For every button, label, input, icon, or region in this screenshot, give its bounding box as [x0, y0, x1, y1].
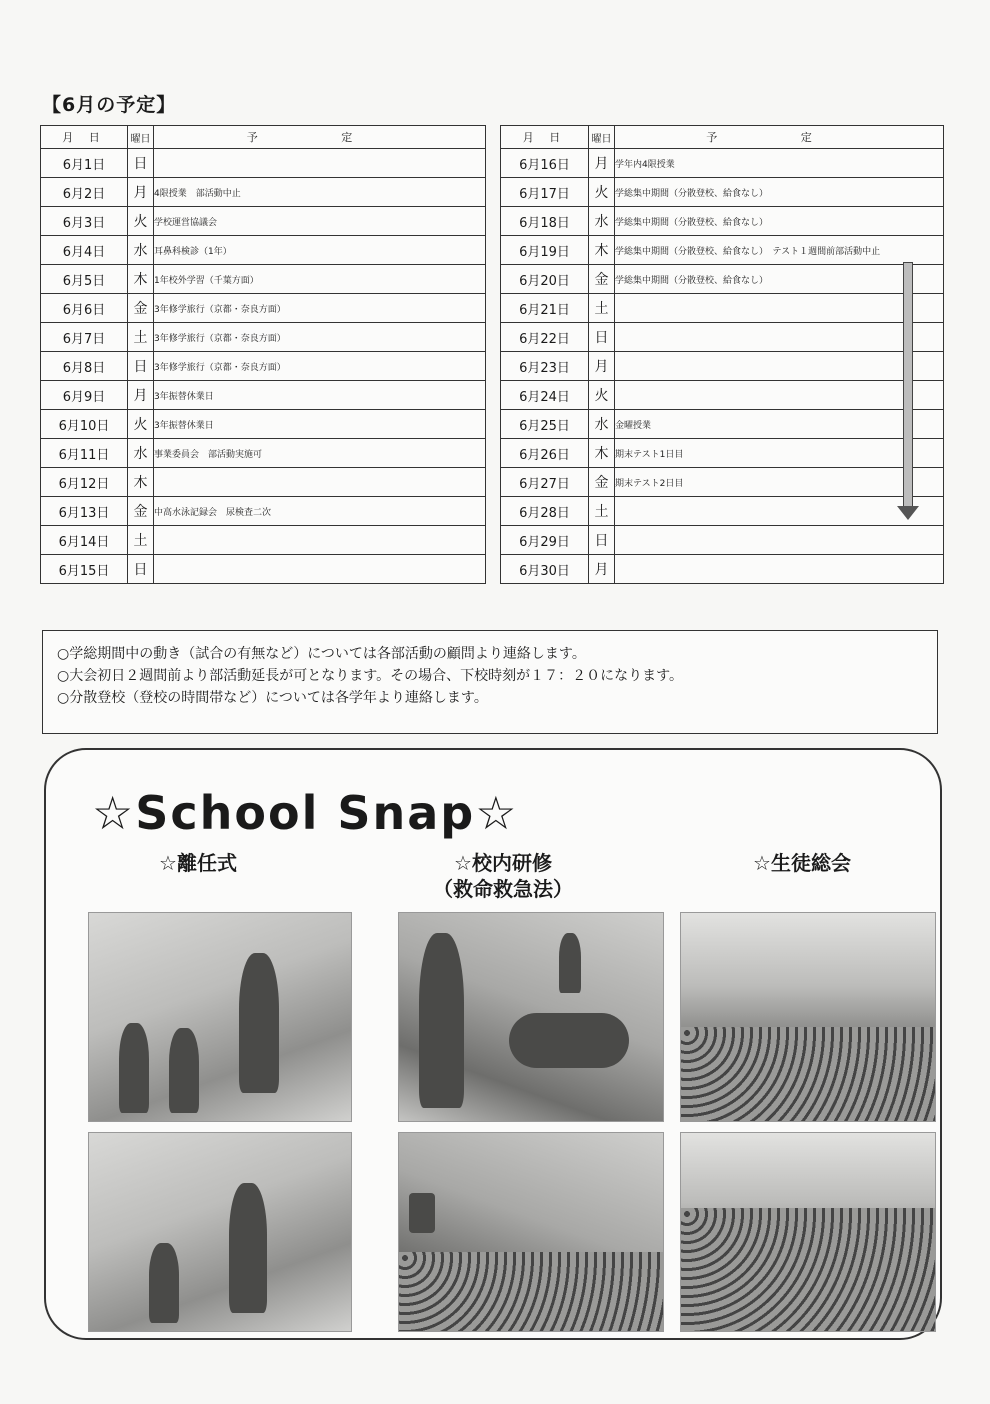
schedule-row	[501, 323, 944, 352]
schedule-row	[41, 323, 486, 352]
row-event: 学校運営協議会	[154, 207, 486, 236]
row-date: 6月16日	[501, 149, 589, 178]
schedule-row	[501, 207, 944, 236]
header-event: 予 定	[154, 126, 486, 149]
row-dow: 日	[128, 352, 154, 381]
row-event	[615, 294, 944, 323]
schedule-row	[41, 555, 486, 584]
row-dow: 金	[589, 265, 615, 294]
schedule-row	[41, 265, 486, 294]
row-event: 中高水泳記録会 尿検査二次	[154, 497, 486, 526]
row-dow: 火	[589, 381, 615, 410]
schedule-row	[41, 497, 486, 526]
row-dow: 土	[128, 323, 154, 352]
note-item: ○大会初日２週間前より部活動延長が可となります。その場合、下校時刻が１７：２０になります。	[57, 668, 683, 684]
caption-training-2: （救命救急法）	[433, 877, 573, 901]
row-dow: 日	[128, 555, 154, 584]
row-dow: 日	[589, 526, 615, 555]
row-dow: 水	[589, 410, 615, 439]
header-dow: 曜日	[589, 126, 615, 149]
header-event: 予 定	[615, 126, 944, 149]
row-event: 3年振替休業日	[154, 381, 486, 410]
school-snap-title: ☆School Snap☆	[92, 786, 519, 840]
row-date: 6月8日	[41, 352, 128, 381]
row-date: 6月27日	[501, 468, 589, 497]
schedule-row	[501, 439, 944, 468]
row-dow: 土	[128, 526, 154, 555]
schedule-table-right	[500, 125, 944, 584]
row-date: 6月6日	[41, 294, 128, 323]
schedule-row	[501, 265, 944, 294]
row-event: 4限授業 部活動中止	[154, 178, 486, 207]
schedule-row	[501, 497, 944, 526]
row-dow: 金	[128, 497, 154, 526]
schedule-row	[41, 439, 486, 468]
row-date: 6月18日	[501, 207, 589, 236]
row-event	[615, 497, 944, 526]
row-event: 学年内4限授業	[615, 149, 944, 178]
row-date: 6月10日	[41, 410, 128, 439]
schedule-row	[501, 526, 944, 555]
row-event	[615, 526, 944, 555]
row-event	[154, 555, 486, 584]
photo-farewell-ceremony-2	[88, 1132, 352, 1332]
photo-staff-training-1	[398, 912, 664, 1122]
row-event	[154, 468, 486, 497]
row-date: 6月14日	[41, 526, 128, 555]
schedule-row	[41, 352, 486, 381]
row-dow: 木	[589, 439, 615, 468]
row-event: 学総集中期間（分散登校、給食なし） テスト１週間前部活動中止	[615, 236, 944, 265]
row-date: 6月23日	[501, 352, 589, 381]
row-event: 金曜授業	[615, 410, 944, 439]
photo-staff-training-2	[398, 1132, 664, 1332]
row-date: 6月1日	[41, 149, 128, 178]
row-event	[615, 352, 944, 381]
row-date: 6月20日	[501, 265, 589, 294]
row-date: 6月24日	[501, 381, 589, 410]
row-dow: 土	[589, 497, 615, 526]
row-date: 6月30日	[501, 555, 589, 584]
row-date: 6月19日	[501, 236, 589, 265]
schedule-row	[501, 236, 944, 265]
row-date: 6月13日	[41, 497, 128, 526]
row-event: 3年修学旅行（京都・奈良方面）	[154, 294, 486, 323]
period-arrow-shaft	[903, 262, 913, 508]
row-event: 耳鼻科検診（1年）	[154, 236, 486, 265]
row-date: 6月2日	[41, 178, 128, 207]
row-date: 6月12日	[41, 468, 128, 497]
schedule-row	[41, 468, 486, 497]
row-date: 6月25日	[501, 410, 589, 439]
notes-box	[42, 630, 938, 734]
row-dow: 日	[589, 323, 615, 352]
schedule-row	[501, 381, 944, 410]
header-date: 月 日	[501, 126, 589, 149]
row-dow: 水	[128, 236, 154, 265]
row-event: 事業委員会 部活動実施可	[154, 439, 486, 468]
schedule-row	[41, 294, 486, 323]
row-dow: 火	[589, 178, 615, 207]
schedule-row	[501, 352, 944, 381]
row-event: 期末テスト1日目	[615, 439, 944, 468]
row-dow: 木	[589, 236, 615, 265]
row-dow: 火	[128, 410, 154, 439]
row-event	[615, 381, 944, 410]
schedule-row	[501, 178, 944, 207]
caption-assembly: ☆生徒総会	[753, 851, 851, 875]
row-dow: 金	[589, 468, 615, 497]
schedule-row	[41, 207, 486, 236]
row-event: 3年修学旅行（京都・奈良方面）	[154, 352, 486, 381]
row-date: 6月4日	[41, 236, 128, 265]
schedule-row	[501, 149, 944, 178]
row-event: 学総集中期間（分散登校、給食なし）	[615, 265, 944, 294]
row-date: 6月21日	[501, 294, 589, 323]
schedule-row	[41, 381, 486, 410]
schedule-heading: 【6月の予定】	[42, 94, 177, 116]
row-event	[154, 526, 486, 555]
note-item: ○分散登校（登校の時間帯など）については各学年より連絡します。	[57, 690, 488, 706]
photo-farewell-ceremony-1	[88, 912, 352, 1122]
schedule-table-left	[40, 125, 486, 584]
schedule-row	[41, 236, 486, 265]
row-event	[154, 149, 486, 178]
caption-farewell: ☆離任式	[159, 851, 237, 875]
row-dow: 月	[589, 149, 615, 178]
photo-student-assembly-1	[680, 912, 936, 1122]
row-dow: 月	[128, 178, 154, 207]
row-event: 期末テスト2日目	[615, 468, 944, 497]
caption-training-1: ☆校内研修	[454, 851, 552, 875]
schedule-row	[501, 294, 944, 323]
row-date: 6月15日	[41, 555, 128, 584]
row-dow: 月	[589, 352, 615, 381]
schedule-row	[41, 178, 486, 207]
row-date: 6月5日	[41, 265, 128, 294]
row-dow: 水	[128, 439, 154, 468]
row-event: 1年校外学習（千葉方面）	[154, 265, 486, 294]
photo-student-assembly-2	[680, 1132, 936, 1332]
schedule-row	[41, 526, 486, 555]
row-date: 6月9日	[41, 381, 128, 410]
row-dow: 金	[128, 294, 154, 323]
header-dow: 曜日	[128, 126, 154, 149]
schedule-row	[501, 468, 944, 497]
row-event: 学総集中期間（分散登校、給食なし）	[615, 207, 944, 236]
row-dow: 月	[128, 381, 154, 410]
row-date: 6月3日	[41, 207, 128, 236]
row-date: 6月11日	[41, 439, 128, 468]
row-event	[615, 323, 944, 352]
period-arrow-head-icon	[897, 506, 919, 520]
row-date: 6月17日	[501, 178, 589, 207]
row-dow: 火	[128, 207, 154, 236]
row-event: 学総集中期間（分散登校、給食なし）	[615, 178, 944, 207]
schedule-row	[41, 410, 486, 439]
schedule-row	[501, 555, 944, 584]
row-dow: 日	[128, 149, 154, 178]
row-event	[615, 555, 944, 584]
row-dow: 木	[128, 468, 154, 497]
row-date: 6月29日	[501, 526, 589, 555]
row-dow: 月	[589, 555, 615, 584]
header-date: 月 日	[41, 126, 128, 149]
row-date: 6月28日	[501, 497, 589, 526]
row-date: 6月22日	[501, 323, 589, 352]
schedule-row	[41, 149, 486, 178]
row-event: 3年振替休業日	[154, 410, 486, 439]
row-dow: 土	[589, 294, 615, 323]
row-dow: 木	[128, 265, 154, 294]
row-date: 6月7日	[41, 323, 128, 352]
note-item: ○学総期間中の動き（試合の有無など）については各部活動の顧問より連絡します。	[57, 646, 586, 662]
row-dow: 水	[589, 207, 615, 236]
schedule-row	[501, 410, 944, 439]
row-event: 3年修学旅行（京都・奈良方面）	[154, 323, 486, 352]
row-date: 6月26日	[501, 439, 589, 468]
